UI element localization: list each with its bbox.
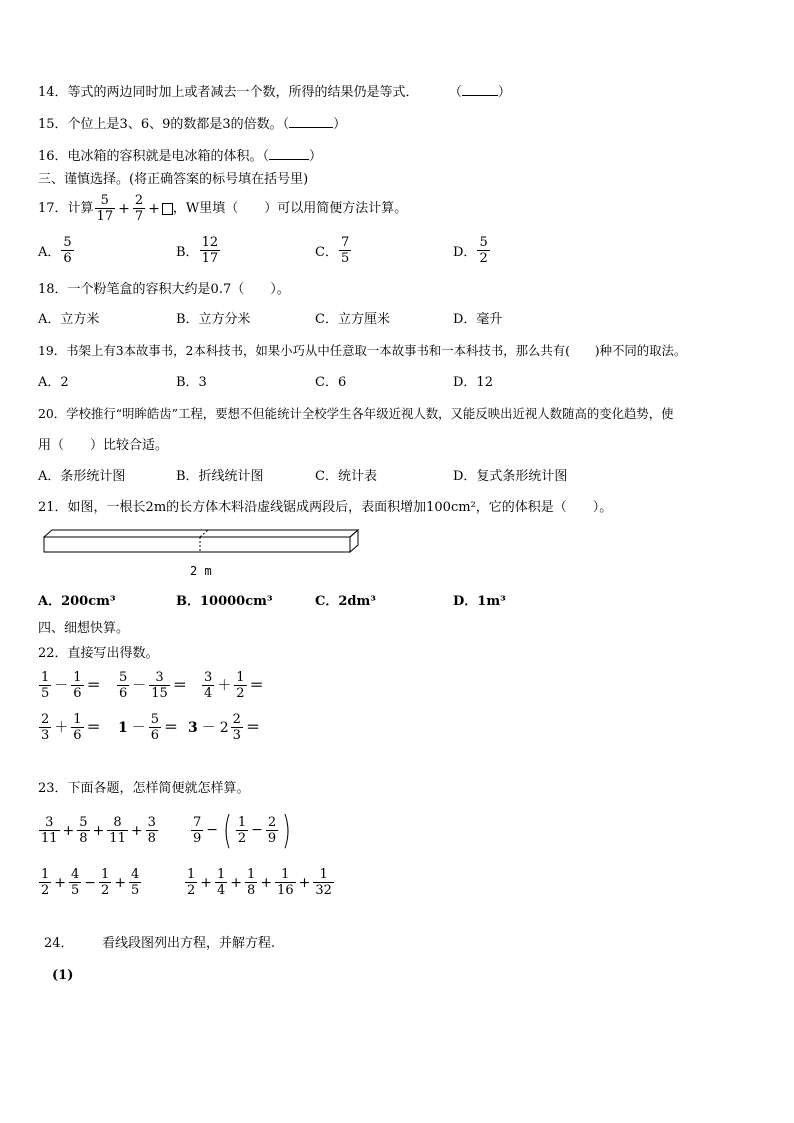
cut-dashed-line-top bbox=[200, 530, 208, 537]
q17-option-a[interactable]: A． $\frac{5}{6}$ bbox=[38, 235, 72, 266]
answer-blank-14[interactable] bbox=[462, 84, 498, 96]
q21-option-a[interactable]: A．200cm³ bbox=[38, 594, 116, 609]
q20-option-d[interactable]: D．复式条形统计图 bbox=[453, 469, 568, 484]
q21-option-d[interactable]: D．1m³ bbox=[453, 594, 506, 609]
beam-side-face bbox=[350, 530, 358, 552]
question-24-text: 看线段图列出方程，并解方程. bbox=[102, 936, 276, 951]
question-21: 21．如图，一根长2m的长方体木料沿虚线锯成两段后，表面积增加100cm²，它的体积是（ ）。 bbox=[38, 500, 613, 515]
question-20-line-1: 20．学校推行“明眸皓齿”工程，要想不但能统计全校学生各年级近视人数，又能反映出近视人数随高的变化趋势，使 bbox=[38, 406, 674, 421]
question-20-line-2: 用（ ）比较合适。 bbox=[38, 438, 169, 453]
q19-option-c[interactable]: C．6 bbox=[315, 375, 347, 390]
beam-front-face bbox=[44, 537, 350, 552]
q21-option-b[interactable]: B．10000cm³ bbox=[176, 594, 273, 609]
q18-option-b[interactable]: B．立方分米 bbox=[176, 312, 251, 327]
q23-expr-2: $\frac{7}{9}$ − ( $\frac{1}{2}$ − $\frac{2}{9}$ ) bbox=[193, 808, 292, 852]
question-24-sub-1: (1) bbox=[52, 968, 74, 983]
q22-expr-1: $\frac{1}{5}$ － $\frac{1}{6}$ ＝ bbox=[41, 670, 101, 701]
q19-option-a[interactable]: A．2 bbox=[38, 375, 69, 390]
question-15: 15．个位上是3、6、9的数都是3的倍数。（ ） bbox=[38, 117, 347, 132]
q23-expr-4: $\frac{1}{2}$ + $\frac{1}{4}$ + $\frac{1}{8}$ + $\frac{1}{16}$ + $\frac{1}{32}$ bbox=[187, 867, 332, 898]
q22-expr-3: $\frac{3}{4}$ ＋ $\frac{1}{2}$ ＝ bbox=[204, 670, 264, 701]
q18-option-d[interactable]: D．毫升 bbox=[453, 312, 503, 327]
q20-option-a[interactable]: A．条形统计图 bbox=[38, 469, 126, 484]
question-16: 16．电冰箱的容积就是电冰箱的体积。（ ） bbox=[38, 149, 323, 164]
q22-expr-4: $\frac{2}{3}$ ＋ $\frac{1}{6}$ ＝ bbox=[41, 712, 101, 743]
question-22-title: 22．直接写出得数。 bbox=[38, 646, 159, 661]
fraction: $\frac{2}{7}$ bbox=[134, 193, 144, 224]
answer-blank-15[interactable] bbox=[289, 116, 333, 128]
q19-option-b[interactable]: B．3 bbox=[176, 375, 207, 390]
q19-option-d[interactable]: D．12 bbox=[453, 375, 493, 390]
q23-expr-1: $\frac{3}{11}$ + $\frac{5}{8}$ + $\frac{8}{11}$ + $\frac{3}{8}$ bbox=[41, 815, 156, 846]
question-17: 17．计算 $\frac{5}{17}$ + $\frac{2}{7}$ + ，W里填（ ）可以用简便方法计算。 bbox=[38, 193, 408, 224]
q18-option-a[interactable]: A．立方米 bbox=[38, 312, 100, 327]
q22-expr-6: 3 － 2 $\frac{2}{3}$ ＝ bbox=[188, 712, 260, 743]
q17-option-b[interactable]: B． $\frac{12}{17}$ bbox=[176, 235, 219, 266]
answer-blank-16[interactable] bbox=[269, 148, 309, 160]
q18-option-c[interactable]: C．立方厘米 bbox=[315, 312, 390, 327]
q22-expr-5: 1 － $\frac{5}{6}$ ＝ bbox=[118, 712, 179, 743]
q20-option-c[interactable]: C．统计表 bbox=[315, 469, 377, 484]
q20-option-b[interactable]: B．折线统计图 bbox=[176, 469, 264, 484]
figure-length-label: 2 m bbox=[190, 564, 212, 578]
q21-option-c[interactable]: C．2dm³ bbox=[315, 594, 376, 609]
question-23-title: 23．下面各题，怎样简便就怎样算。 bbox=[38, 781, 250, 796]
question-18: 18．一个粉笔盒的容积大约是0.7（ ）。 bbox=[38, 282, 290, 297]
question-19: 19．书架上有3本故事书，2本科技书，如果小巧从中任意取一本故事书和一本科技书，那么共有( )种不同的取法。 bbox=[38, 343, 687, 358]
q17-option-c[interactable]: C． $\frac{7}{5}$ bbox=[315, 235, 350, 266]
fraction: $\frac{5}{17}$ bbox=[96, 193, 114, 224]
section-3-heading: 三、谨慎选择。(将正确答案的标号填在括号里) bbox=[38, 172, 309, 187]
question-14: 14．等式的两边同时加上或者减去一个数，所得的结果仍是等式． （ ） bbox=[38, 85, 511, 100]
section-4-heading: 四、细想快算。 bbox=[38, 621, 130, 636]
blank-box bbox=[162, 203, 173, 215]
q17-option-d[interactable]: D． $\frac{5}{2}$ bbox=[453, 235, 488, 266]
q23-expr-3: $\frac{1}{2}$ + $\frac{4}{5}$ − $\frac{1}{2}$ + $\frac{4}{5}$ bbox=[41, 867, 140, 898]
q22-expr-2: $\frac{5}{6}$ － $\frac{3}{15}$ ＝ bbox=[119, 670, 187, 701]
wood-beam-figure bbox=[42, 528, 362, 558]
question-24-number: 24． bbox=[44, 936, 74, 951]
